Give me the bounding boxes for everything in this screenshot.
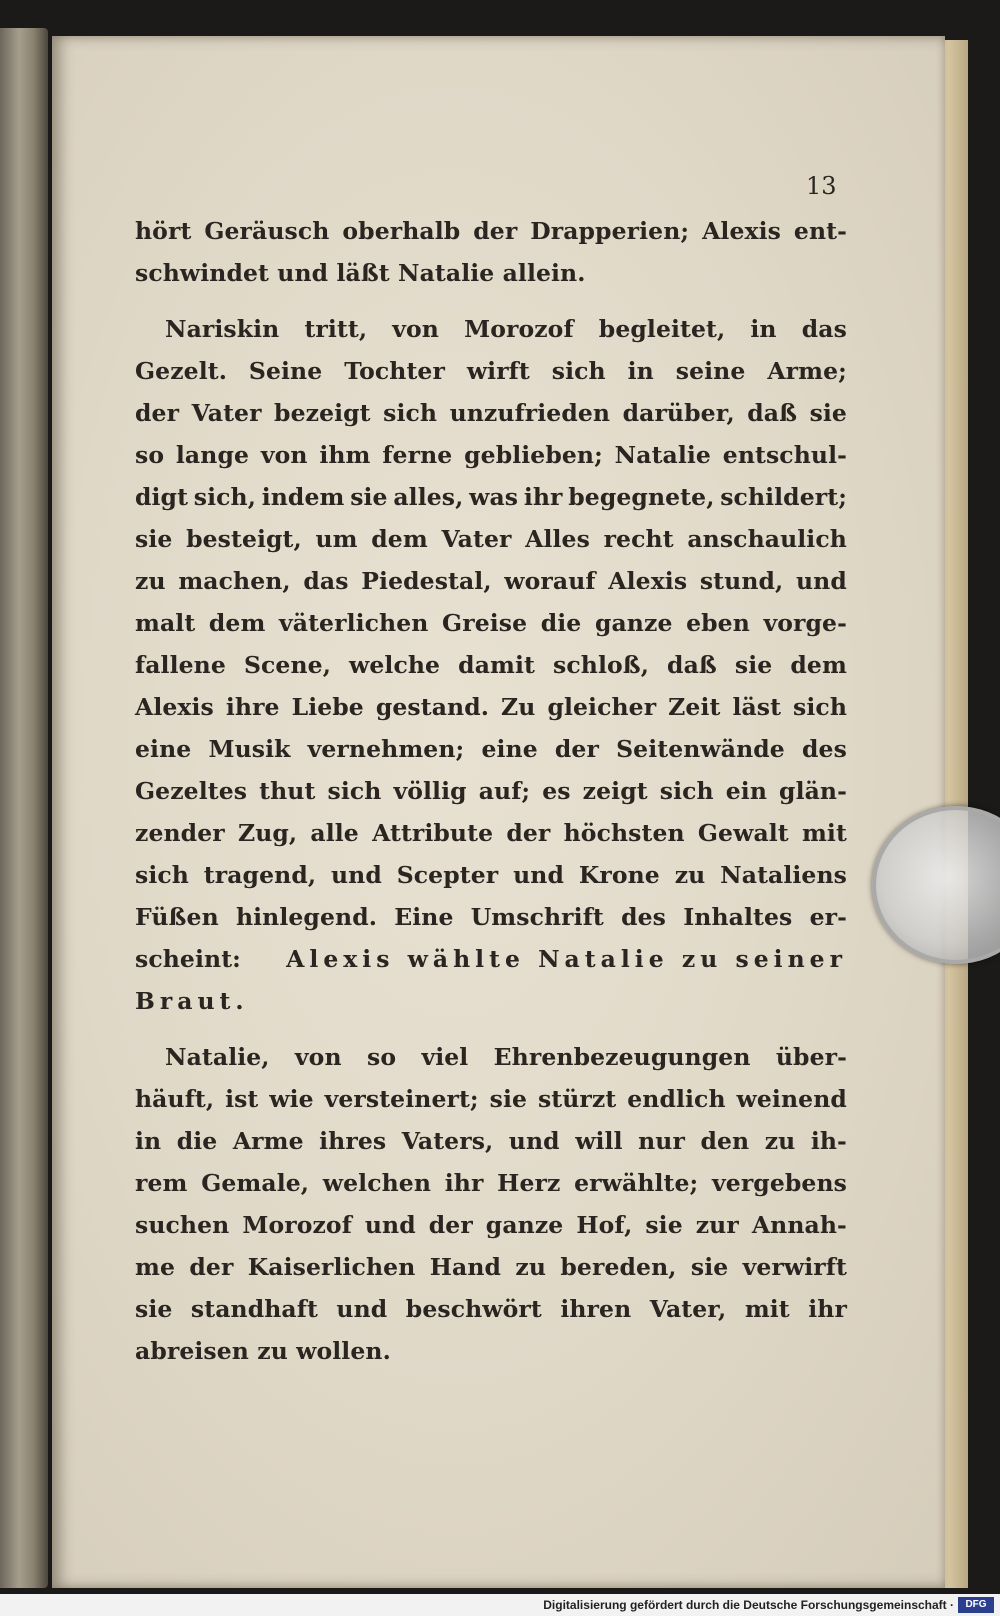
footer-bar [0,1594,1000,1616]
text-line: sie besteigt, um dem Vater Alles recht anschaulich [135,525,847,553]
page-text [135,210,847,1372]
text-line: abreisen zu wollen. [135,1337,391,1365]
funding-credit: Digitalisierung gefördert durch die Deutsche Forschungsgemeinschaft · [543,1598,954,1612]
text-line: Gezeltes thut sich völlig auf; es zeigt sich ein glän- [135,777,847,805]
text-line: zender Zug, alle Attribute der höchsten Gewalt mit [135,819,847,847]
dfg-logo: DFG [958,1597,994,1613]
inscription-text: Alexis wählte Natalie zu seiner [286,945,847,973]
inscription-end: Braut. [135,987,249,1015]
text-line: der Vater bezeigt sich unzufrieden darüber, daß sie [135,399,847,427]
text-line: zu machen, das Piedestal, worauf Alexis stund, und [135,567,847,595]
text-line: digt sich, indem sie alles, was ihr begegnete, schildert; [135,483,847,511]
text-line: sie standhaft und beschwört ihren Vater, mit ihr [135,1295,847,1323]
text-line: sich tragend, und Scepter und Krone zu Nataliens [135,861,847,889]
text-line: malt dem väterlichen Greise die ganze eben vorge- [135,609,847,637]
page-number: 13 [806,172,837,200]
text-line: fallene Scene, welche damit schloß, daß sie dem [135,651,847,679]
text-line: in die Arme ihres Vaters, und will nur den zu ih- [135,1127,847,1155]
text-line: so lange von ihm ferne geblieben; Natalie entschul- [135,441,847,469]
text-line: häuft, ist wie versteinert; sie stürzt endlich weinend [135,1085,847,1113]
text-line: eine Musik vernehmen; eine der Seitenwände des [135,735,847,763]
text-line: Alexis ihre Liebe gestand. Zu gleicher Zeit läst sich [135,693,847,721]
text-line: Gezelt. Seine Tochter wirft sich in seine Arme; [135,357,847,385]
text-line: rem Gemale, welchen ihr Herz erwählte; vergebens [135,1169,847,1197]
text-line: schwindet und läßt Natalie allein. [135,259,586,287]
text-line: Nariskin tritt, von Morozof begleitet, in das [165,315,847,343]
previous-page-edge [0,28,48,1588]
inscription-label: scheint: [135,945,241,973]
text-line: Natalie, von so viel Ehrenbezeugungen über- [165,1043,847,1071]
text-line: Füßen hinlegend. Eine Umschrift des Inhaltes er- [135,903,847,931]
text-line: me der Kaiserlichen Hand zu bereden, sie verwirft [135,1253,847,1281]
text-line: hört Geräusch oberhalb der Drapperien; Alexis ent- [135,217,847,245]
inscription-line [135,938,847,980]
text-line: suchen Morozof und der ganze Hof, sie zur Annah- [135,1211,847,1239]
